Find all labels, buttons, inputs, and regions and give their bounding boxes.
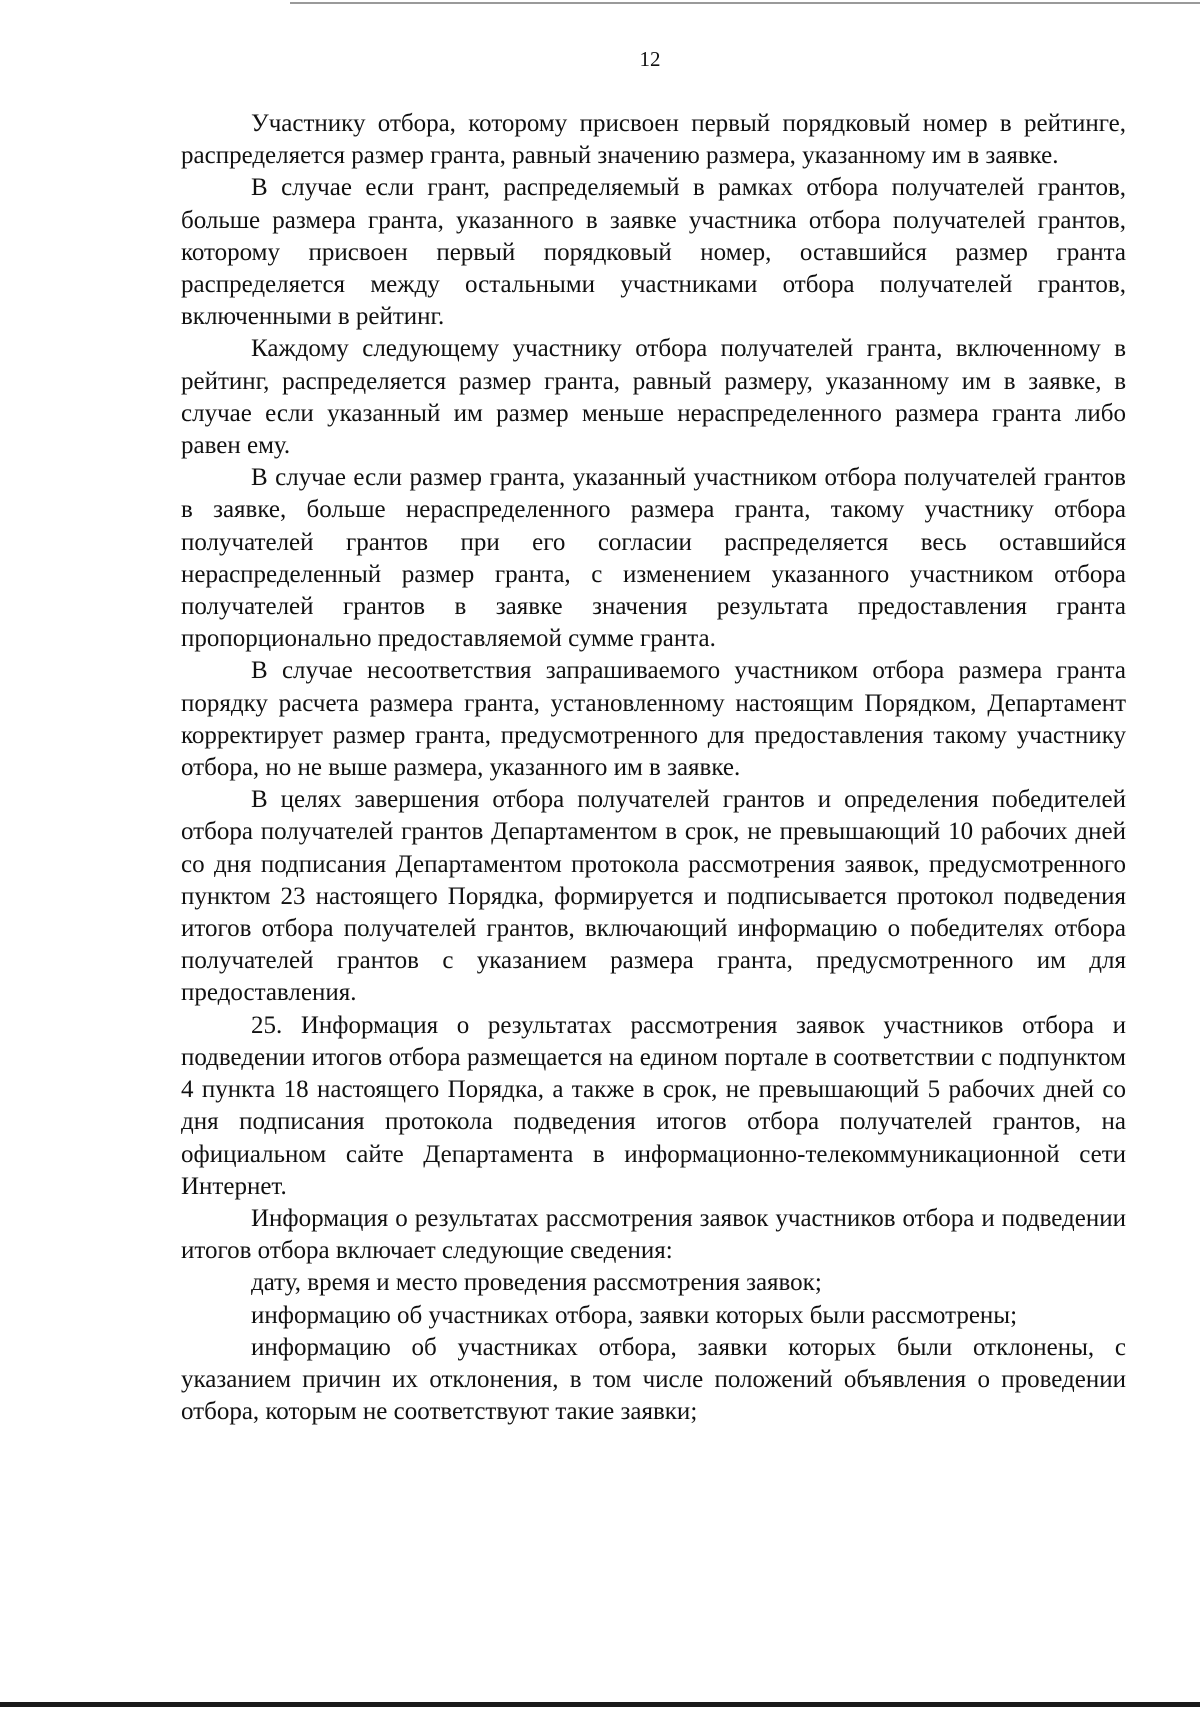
paragraph: В случае если грант, распределяемый в рамках отбора получателей грантов, больше размера гранта, указанного в заявке участника отбора получателей грантов, которому присвоен первый порядковый номер, оставшийся размер гранта распределяется между остальными участниками отбора получателей грантов, включенными в рейтинг. <box>181 174 1126 331</box>
paragraph: информацию об участниках отбора, заявки которых были рассмотрены; <box>251 1301 1018 1329</box>
paragraph: Информация о результатах рассмотрения заявок участников отбора и подведении итогов отбора включает следующие сведения: <box>181 1204 1126 1265</box>
page-number: 12 <box>639 47 661 71</box>
scan-bottom-rule <box>0 1702 1200 1707</box>
paragraph: Участнику отбора, которому присвоен первый порядковый номер в рейтинге, распределяется размер гранта, равный значению размера, указанному им в заявке. <box>181 110 1126 170</box>
scan-top-rule <box>290 2 1200 4</box>
paragraph: В случае несоответствия запрашиваемого участником отбора размера гранта порядку расчета размера гранта, установленному настоящим Порядком, Департамент корректирует размер гранта, предусмотренного для предоставления такому участнику отбора, но не выше размера, указанного им в заявке. <box>181 657 1126 782</box>
paragraph: 25. Информация о результатах рассмотрения заявок участников отбора и подведении итогов отбора размещается на едином портале в соответствии с подпунктом 4 пункта 18 настоящего Порядка, а также в срок, не превышающий 5 рабочих дней со дня подписания протокола подведения итогов отбора получателей грантов, на официальном сайте Департамента в информационно-телекоммуникационной сети Интернет. <box>181 1011 1126 1200</box>
paragraph: В целях завершения отбора получателей грантов и определения победителей отбора получателей грантов Департаментом в срок, не превышающий 10 рабочих дней со дня подписания Департаментом протокола рассмотрения заявок, предусмотренного пунктом 23 настоящего Порядка, формируется и подписывается протокол подведения итогов отбора получателей грантов, включающий информацию о победителях отбора получателей грантов с указанием размера гранта, предусмотренного им для предоставления. <box>181 786 1126 1007</box>
paragraph: дату, время и место проведения рассмотрения заявок; <box>251 1269 822 1297</box>
paragraph: Каждому следующему участнику отбора получателей гранта, включенному в рейтинг, распределяется размер гранта, равный размеру, указанному им в заявке, в случае если указанный им размер меньше нераспределенного размера гранта либо равен ему. <box>181 335 1126 460</box>
document-body <box>181 108 1126 1428</box>
paragraph: В случае если размер гранта, указанный участником отбора получателей грантов в заявке, больше нераспределенного размера гранта, такому участнику отбора получателей грантов при его согласии распределяется весь оставшийся нераспределенный размер гранта, с изменением указанного участником отбора получателей грантов в заявке значения результата предоставления гранта пропорционально предоставляемой сумме гранта. <box>181 464 1126 653</box>
paragraph: информацию об участниках отбора, заявки которых были отклонены, с указанием причин их отклонения, в том числе положений объявления о проведении отбора, которым не соответствуют такие заявки; <box>181 1333 1126 1426</box>
